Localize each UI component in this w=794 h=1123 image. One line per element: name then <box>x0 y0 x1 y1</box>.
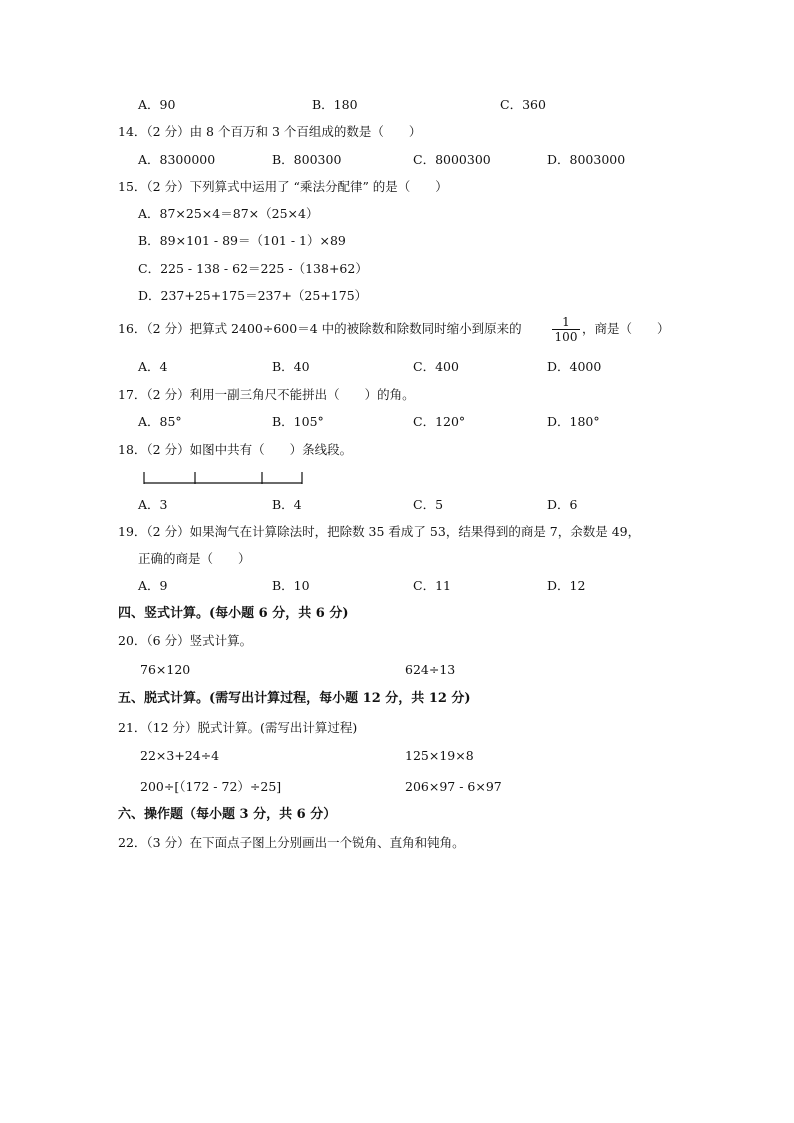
q18-stem: 18．（2 分）如图中共有（ ）条线段。 <box>118 442 353 457</box>
q21-item-2: 125×19×8 <box>405 748 474 763</box>
q14-option-d: D．8003000 <box>547 152 626 167</box>
q14-option-b: B．800300 <box>272 152 342 167</box>
q16-option-d: D．4000 <box>547 359 602 374</box>
q17-stem: 17．（2 分）利用一副三角尺不能拼出（ ）的角。 <box>118 387 415 402</box>
q18-option-a: A．3 <box>138 497 168 512</box>
fraction-one-hundredth <box>552 315 580 344</box>
q19-option-d: D．12 <box>547 578 586 593</box>
section-6-heading: 六、操作题（每小题 3 分，共 6 分） <box>118 807 337 822</box>
q21-item-1: 22×3+24÷4 <box>140 748 220 763</box>
q20-stem: 20．（6 分）竖式计算。 <box>118 633 253 648</box>
q18-option-b: B．4 <box>272 497 302 512</box>
fraction-numerator: 1 <box>552 315 580 330</box>
q21-item-3: 200÷[（172 - 72）÷25] <box>140 779 282 794</box>
q19-option-a: A．9 <box>138 578 168 593</box>
q13-option-b: B．180 <box>312 97 358 112</box>
q15-stem: 15．（2 分）下列算式中运用了 “乘法分配律” 的是（ ） <box>118 179 448 194</box>
section-4-heading: 四、竖式计算。(每小题 6 分，共 6 分) <box>118 606 349 621</box>
q13-option-c: C．360 <box>500 97 546 112</box>
q18-option-c: C．5 <box>413 497 444 512</box>
fraction-denominator: 100 <box>554 330 578 344</box>
q19-option-c: C．11 <box>413 578 451 593</box>
q14-option-a: A．8300000 <box>138 152 216 167</box>
q14-option-c: C．8000300 <box>413 152 491 167</box>
q15-option-c: C．225 - 138 - 62＝225 -（138+62） <box>138 261 368 276</box>
q21-item-4: 206×97 - 6×97 <box>405 779 502 794</box>
q19-stem: 19．（2 分）如果淘气在计算除法时，把除数 35 看成了 53，结果得到的商是 7，余数是 49， <box>118 524 641 539</box>
q20-item-1: 76×120 <box>140 662 191 677</box>
q15-option-d: D．237+25+175＝237+（25+175） <box>138 288 368 303</box>
q17-option-a: A．85° <box>138 414 182 429</box>
q20-item-2: 624÷13 <box>405 662 456 677</box>
q16-option-c: C．400 <box>413 359 459 374</box>
q21-stem: 21．（12 分）脱式计算。(需写出计算过程) <box>118 720 358 735</box>
q17-option-b: B．105° <box>272 414 324 429</box>
q15-option-b: B．89×101 - 89＝（101 - 1）×89 <box>138 233 346 248</box>
q19-option-b: B．10 <box>272 578 310 593</box>
q19-stem-line2: 正确的商是（ ） <box>138 551 251 566</box>
q16-option-b: B．40 <box>272 359 310 374</box>
q16-stem-end: ，商是（ ） <box>582 321 670 336</box>
q18-option-d: D．6 <box>547 497 578 512</box>
q22-stem: 22．（3 分）在下面点子图上分别画出一个锐角、直角和钝角。 <box>118 835 465 850</box>
q15-option-a: A．87×25×4＝87×（25×4） <box>138 206 319 221</box>
q16-stem: 16．（2 分）把算式 2400÷600＝4 中的被除数和除数同时缩小到原来的 <box>118 321 522 336</box>
q17-option-d: D．180° <box>547 414 600 429</box>
section-5-heading: 五、脱式计算。(需写出计算过程，每小题 12 分，共 12 分) <box>118 691 471 706</box>
line-segment-figure <box>143 470 307 486</box>
q13-option-a: A．90 <box>138 97 176 112</box>
q17-option-c: C．120° <box>413 414 466 429</box>
q16-option-a: A．4 <box>138 359 168 374</box>
q14-stem: 14．（2 分）由 8 个百万和 3 个百组成的数是（ ） <box>118 124 422 139</box>
